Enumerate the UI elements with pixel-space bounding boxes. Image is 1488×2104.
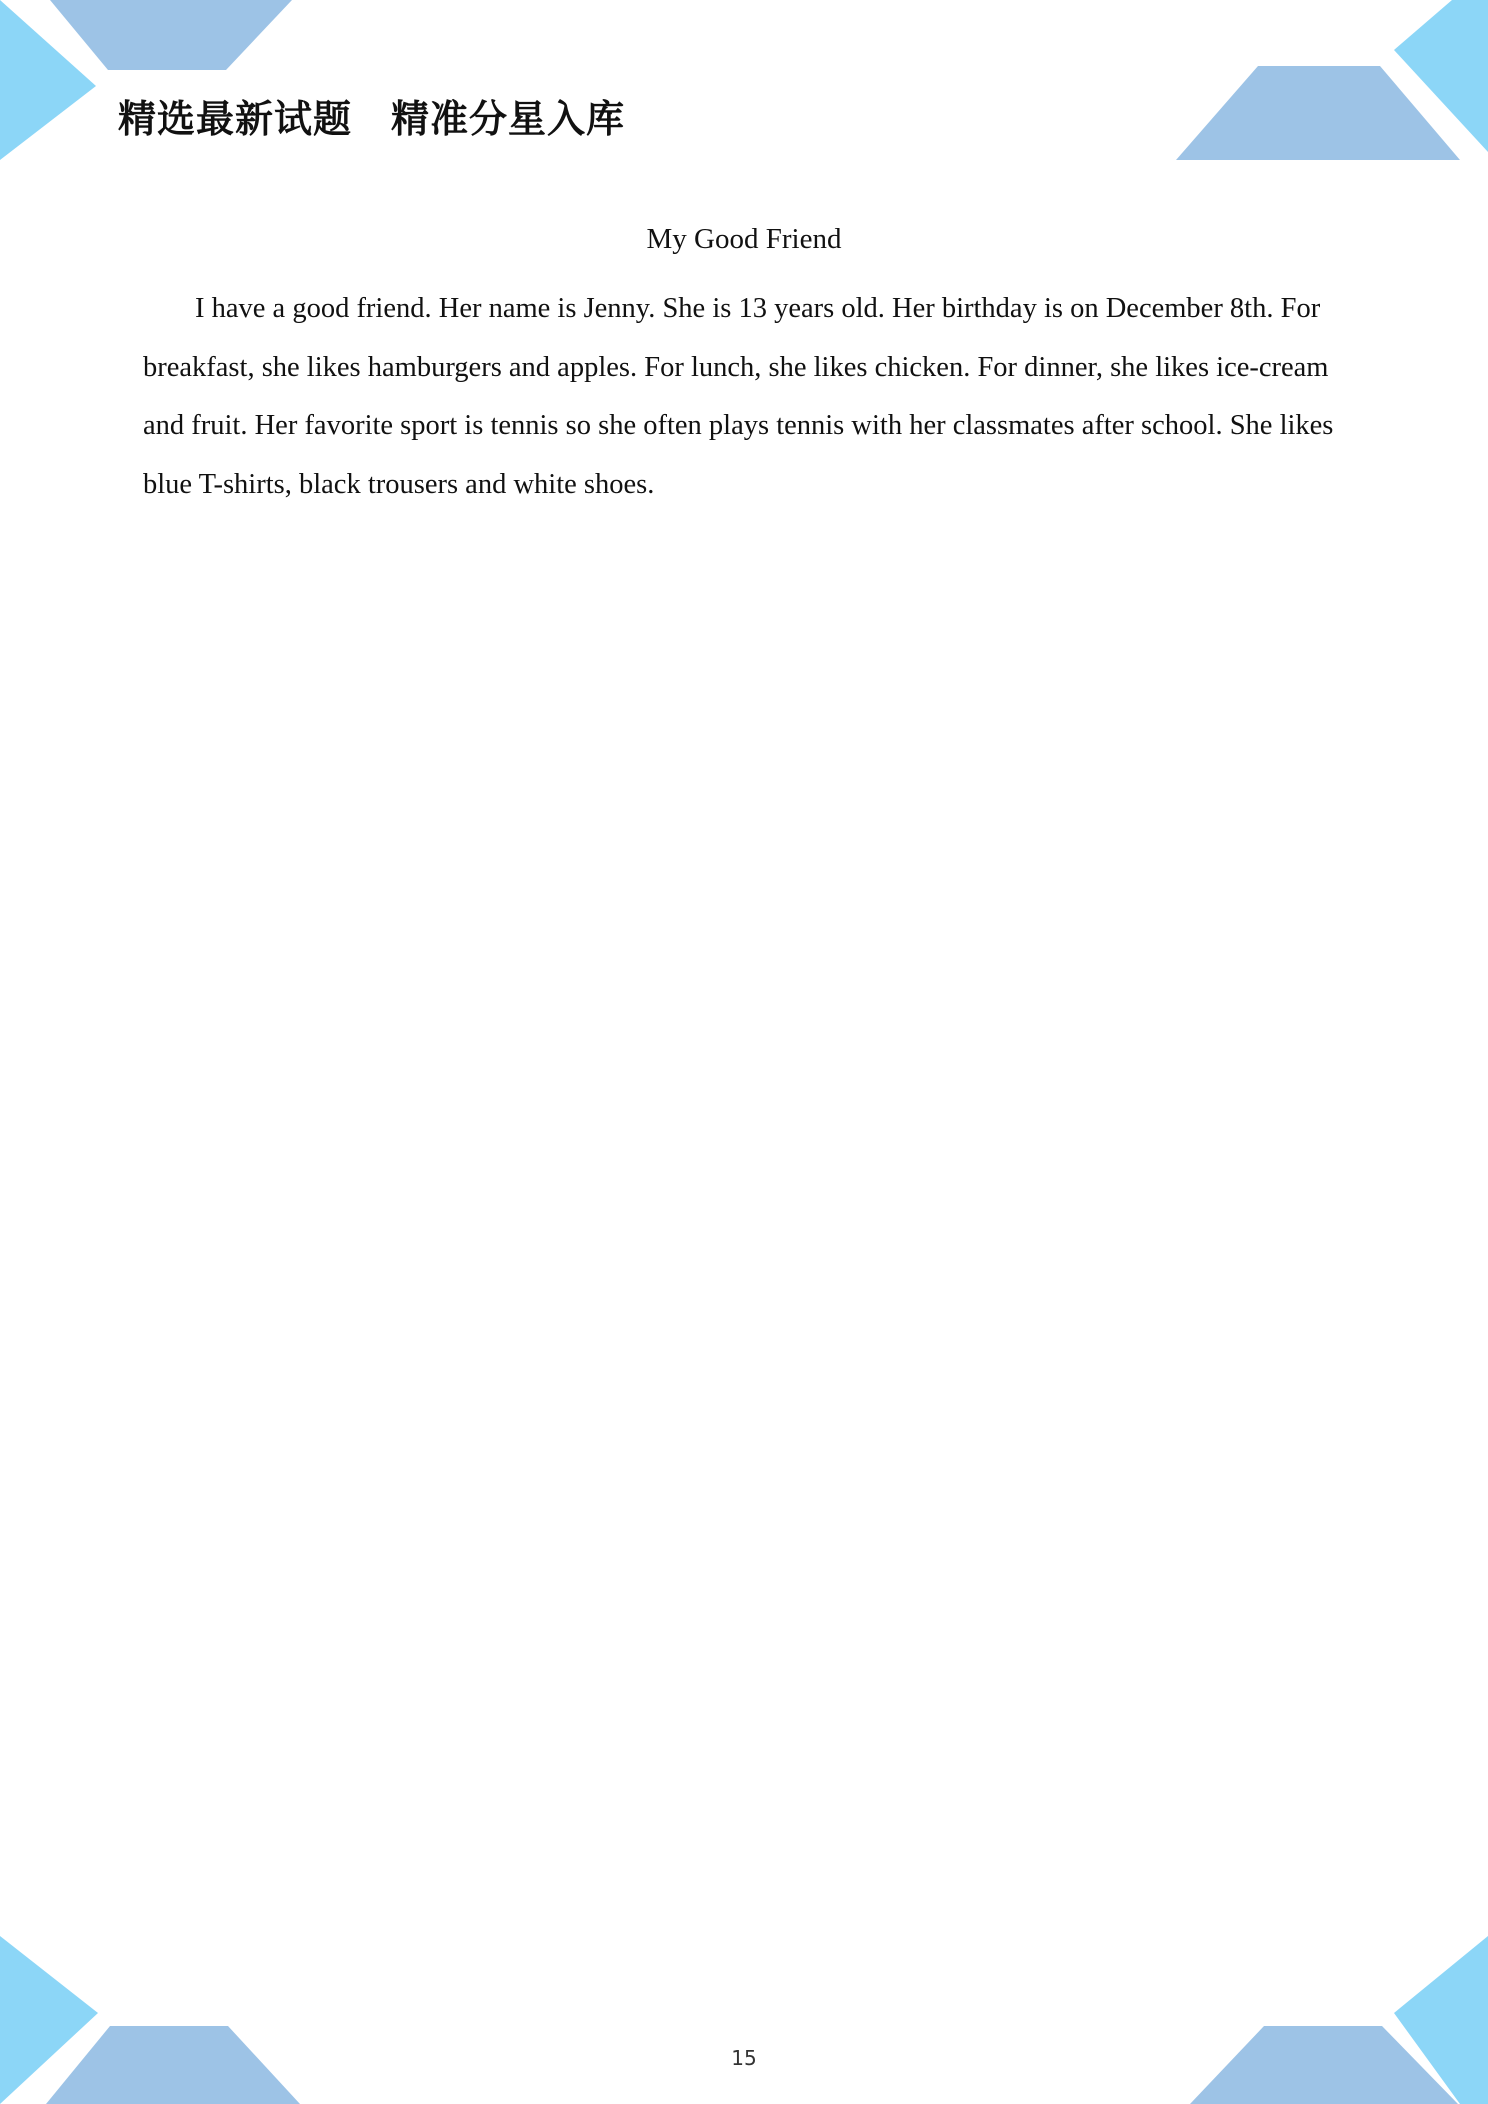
top-left-triangle [0,0,96,160]
document-paragraph: I have a good friend. Her name is Jenny. She is 13 years old. Her birthday is on December 8th. For breakfast, she likes hamburgers and apples. For lunch, she likes chicken. For dinner, she likes ice-cream and fruit. Her favorite sport is tennis so she often plays tennis with her classmates after school. She likes blue T-shirts, black trousers and white shoes. [143,293,1334,500]
bottom-left-triangle [0,1936,98,2104]
header-title: 精选最新试题 精准分星入库 [118,97,626,141]
page-number: 15 [731,2046,757,2070]
top-left-trapezoid [50,0,292,70]
top-right-trapezoid [1176,66,1460,160]
bottom-right-triangle [1394,1936,1488,2104]
top-right-triangle [1394,0,1488,152]
document-title: My Good Friend [646,223,842,255]
